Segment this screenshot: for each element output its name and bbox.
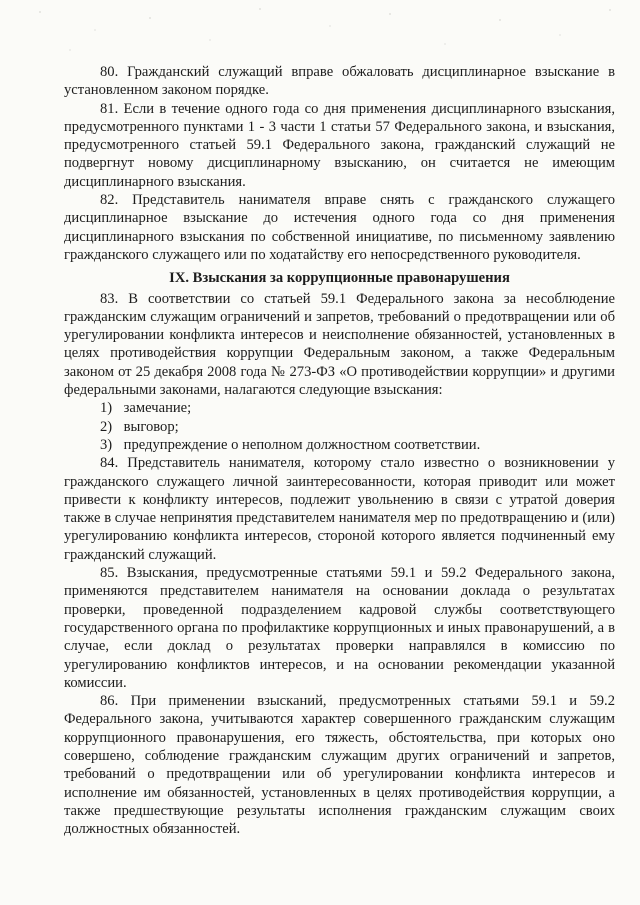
list-item-text: замечание; [123, 400, 192, 417]
scan-noise [0, 0, 640, 60]
paragraph-86: 86. При применении взысканий, предусмотренных статьями 59.1 и 59.2 Федерального закона, учитываются характер совершенного гражданским служащим коррупционного правонарушения, его тяжесть, обстоятельства, при которых оно совершено, соблюдение гражданским служащим других ограничений и запретов, требований о предотвращении или об урегулировании конфликта интересов и исполнение им обязанностей, установленных в целях противодействия коррупции, а также предшествующие результаты исполнения гражданским служащим своих должностных обязанностей. [64, 693, 615, 838]
list-item-number: 2) [100, 418, 113, 435]
paragraph-84: 84. Представитель нанимателя, которому стало известно о возникновении у гражданского служащего личной заинтересованности, которая приводит или может привести к конфликту интересов, подлежит увольнению в связи с утратой доверия также в случае непринятия представителем нанимателя мер по предотвращению и (или) урегулированию конфликта интересов, стороной которого является подчиненный ему гражданский служащий. [64, 455, 615, 563]
list-item-text: выговор; [123, 418, 179, 435]
paragraph-83: 83. В соответствии со статьей 59.1 Федерального закона за несоблюдение гражданским служащим ограничений и запретов, требований о предотвращении или об урегулировании конфликта интересов и неисполнение обязанностей, установленных в целях противодействия коррупции Федеральным законом, а также Федеральным законом от 25 декабря 2008 года № 273-ФЗ «О противодействии коррупции» и другими федеральными законами, налагаются следующие взыскания: [64, 290, 615, 399]
section-heading: IX. Взыскания за коррупционные правонарушения [169, 270, 510, 287]
list-item-number: 3) [100, 436, 113, 453]
paragraph-82: 82. Представитель нанимателя вправе снять с гражданского служащего дисциплинарное взыскание до истечения одного года со дня применения дисциплинарного взыскания по собственной инициативе, по письменному заявлению гражданского служащего или по ходатайству его непосредственного руководителя. [64, 192, 615, 263]
list-item [64, 399, 615, 417]
paragraph-81: 81. Если в течение одного года со дня применения дисциплинарного взыскания, предусмотренного пунктами 1 - 3 части 1 статьи 57 Федерального закона, и взыскания, предусмотренного статьей 59.1 Федерального закона, гражданский служащий не подвергнут новому дисциплинарному взысканию, он считается не имеющим дисциплинарного взыскания. [64, 100, 615, 190]
list-item [64, 436, 615, 454]
paragraph-80: 80. Гражданский служащий вправе обжаловать дисциплинарное взыскание в установленном законом порядке. [64, 64, 615, 99]
list-item-text: предупреждение о неполном должностном соответствии. [123, 436, 481, 453]
document-page [64, 63, 615, 838]
list-item-number: 1) [100, 400, 113, 417]
list-item [64, 418, 615, 436]
paragraph-85: 85. Взыскания, предусмотренные статьями 59.1 и 59.2 Федерального закона, применяются представителем нанимателя на основании доклада о результатах проверки, проведенной подразделением кадровой службы соответствующего государственного органа по профилактике коррупционных и иных правонарушений, а в случае, если доклад о результатах проверки направлялся в комиссию по урегулированию конфликтов интересов, и на основании рекомендации указанной комиссии. [64, 565, 615, 691]
penalties-list [64, 399, 615, 454]
